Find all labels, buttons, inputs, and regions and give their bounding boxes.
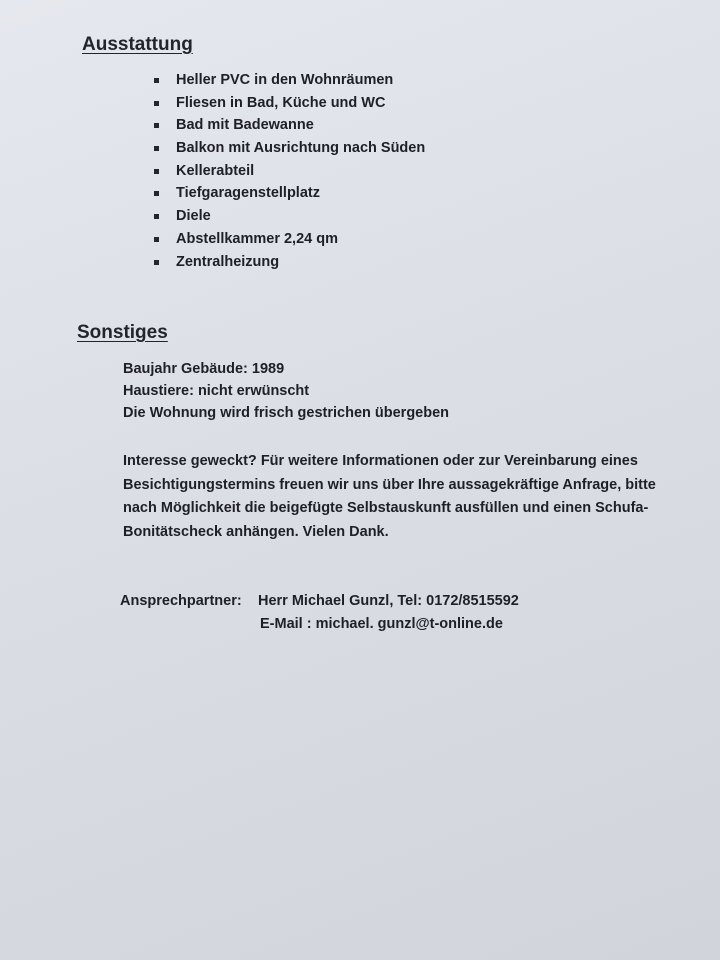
contact-name-phone: Herr Michael Gunzl, Tel: 0172/8515592 (258, 593, 519, 609)
paragraph-line: nach Möglichkeit die beigefügte Selbstauskunft ausfüllen und einen Schufa- (123, 500, 649, 516)
contact-row-name (120, 590, 519, 613)
section-heading-sonstiges: Sonstiges (77, 322, 168, 343)
list-item (152, 92, 425, 115)
paragraph-line: Interesse geweckt? Für weitere Informationen oder zur Vereinbarung eines (123, 453, 638, 469)
haustiere-line: Haustiere: nicht erwünscht (123, 383, 310, 399)
list-item (152, 205, 425, 228)
bullet-icon (154, 260, 159, 265)
bullet-icon (154, 169, 159, 174)
list-item (152, 182, 425, 205)
contact-block (120, 590, 519, 636)
list-item (152, 251, 425, 274)
bullet-icon (154, 191, 159, 196)
list-item-text: Heller PVC in den Wohnräumen (176, 72, 394, 88)
list-item-text: Bad mit Badewanne (176, 117, 314, 134)
bullet-icon (154, 78, 159, 83)
list-item (152, 69, 425, 92)
inquiry-paragraph (123, 450, 703, 544)
renovation-line: Die Wohnung wird frisch gestrichen übergeben (123, 405, 450, 421)
list-item-text: Fliesen in Bad, Küche und WC (176, 94, 386, 111)
section-heading-ausstattung: Ausstattung (82, 34, 193, 55)
contact-row-email (120, 613, 519, 636)
list-item (152, 228, 425, 251)
bullet-icon (154, 101, 159, 106)
contact-label: Ansprechpartner: (120, 593, 242, 609)
contact-email: E-Mail : michael. gunzl@t-online.de (260, 616, 503, 632)
list-item (152, 114, 425, 137)
list-item-text: Diele (176, 208, 211, 225)
list-item-text: Balkon mit Ausrichtung nach Süden (176, 140, 426, 157)
paragraph-line: Bonitätscheck anhängen. Vielen Dank. (123, 523, 389, 540)
list-item-text: Tiefgaragenstellplatz (176, 185, 320, 202)
sonstiges-details (123, 358, 449, 424)
list-item (152, 160, 425, 183)
bullet-icon (154, 237, 159, 242)
baujahr-line: Baujahr Gebäude: 1989 (123, 361, 285, 377)
paragraph-line: Besichtigungstermins freuen wir uns über Ihre aussagekräftige Anfrage, bitte (123, 476, 656, 493)
bullet-icon (154, 214, 159, 219)
list-item-text: Kellerabteil (176, 162, 255, 179)
list-item-text: Zentralheizung (176, 253, 280, 270)
bullet-icon (154, 146, 159, 151)
ausstattung-list (152, 69, 425, 273)
bullet-icon (154, 123, 159, 128)
list-item (152, 137, 425, 160)
list-item-text: Abstellkammer 2,24 qm (176, 230, 338, 247)
